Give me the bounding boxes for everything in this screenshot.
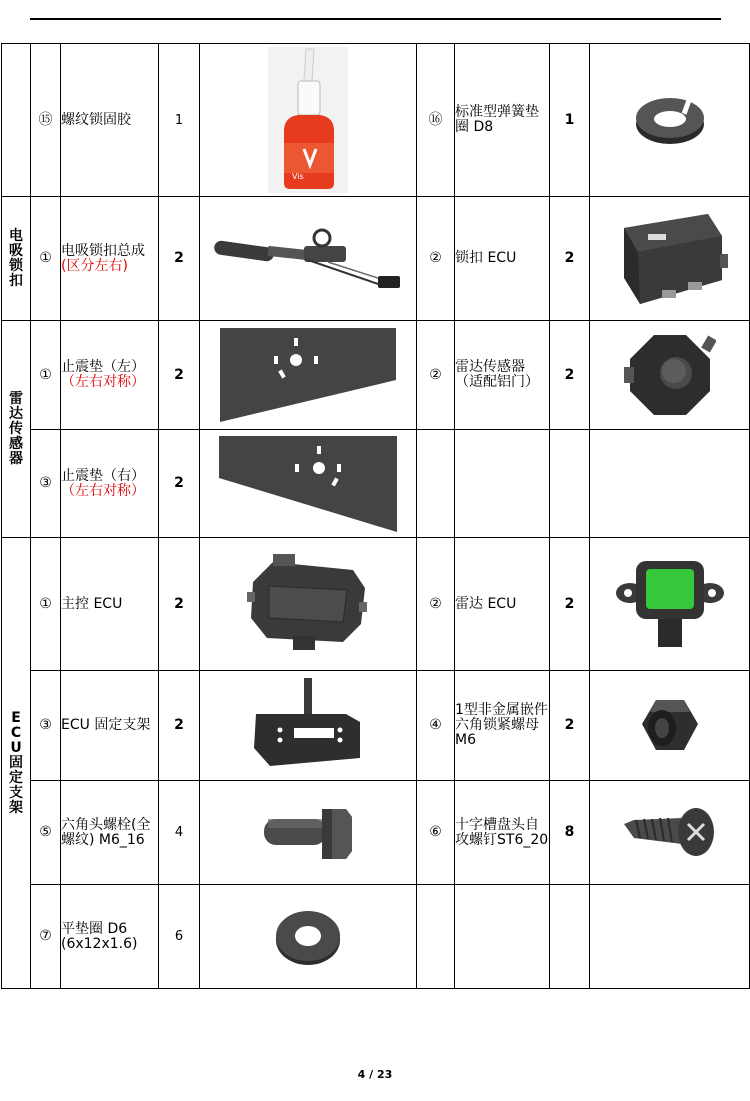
item-name: 电吸锁扣总成(区分左右) [61, 197, 159, 321]
table-row [2, 671, 750, 781]
main-ecu-icon [243, 552, 373, 656]
item-image [200, 44, 417, 197]
table-row [2, 197, 750, 321]
empty-cell [455, 885, 550, 989]
item-qty: 2 [159, 671, 200, 781]
parts-table [1, 43, 750, 989]
item-name: 六角头螺栓(全螺纹) M6_16 [61, 781, 159, 885]
empty-cell [550, 430, 590, 538]
radar-sensor-icon [624, 329, 716, 421]
item-number: ④ [417, 671, 455, 781]
item-name: 平垫圈 D6 (6x12x1.6) [61, 885, 159, 989]
item-name: 主控 ECU [61, 538, 159, 671]
item-image [590, 44, 750, 197]
group-label-ecu: E C U 固 定 支 架 [2, 538, 31, 989]
table-row [2, 538, 750, 671]
item-qty: 2 [550, 671, 590, 781]
item-image [590, 197, 750, 321]
group-label-radar: 雷 达 传 感 器 [2, 321, 31, 538]
item-qty: 6 [159, 885, 200, 989]
item-qty: 2 [550, 197, 590, 321]
item-number: ⑥ [417, 781, 455, 885]
item-qty: 2 [159, 321, 200, 430]
item-qty: 4 [159, 781, 200, 885]
page-number: 4 / 23 [357, 1068, 393, 1081]
empty-cell [455, 430, 550, 538]
item-qty: 1 [159, 44, 200, 197]
empty-cell [590, 885, 750, 989]
item-image [200, 781, 417, 885]
item-number: ⑤ [31, 781, 61, 885]
item-number: ① [31, 197, 61, 321]
item-name: 雷达 ECU [455, 538, 550, 671]
item-number: ⑯ [417, 44, 455, 197]
item-qty: 2 [159, 430, 200, 538]
electric-lock-assembly-icon [208, 224, 408, 294]
ecu-bracket-icon [250, 678, 366, 774]
lock-ecu-icon [610, 210, 730, 308]
item-image [200, 430, 417, 538]
item-qty: 2 [550, 538, 590, 671]
item-image [590, 321, 750, 430]
item-image [200, 538, 417, 671]
lock-nut-icon [640, 694, 700, 758]
table-row [2, 781, 750, 885]
spring-washer-icon [632, 92, 708, 148]
threadlocker-bottle-icon [268, 47, 348, 193]
flat-washer-icon [273, 907, 343, 967]
item-image [200, 197, 417, 321]
item-number: ② [417, 538, 455, 671]
item-number: ① [31, 538, 61, 671]
svg-text:Vis: Vis [292, 172, 304, 181]
item-image [200, 885, 417, 989]
item-image [200, 671, 417, 781]
item-number: ② [417, 197, 455, 321]
item-name: 止震垫（右）（左右对称） [61, 430, 159, 538]
group-label-lock: 电 吸 锁 扣 [2, 197, 31, 321]
hex-bolt-icon [262, 805, 354, 861]
item-number: ③ [31, 430, 61, 538]
item-image [590, 781, 750, 885]
item-number: ② [417, 321, 455, 430]
tapping-screw-icon [622, 804, 718, 862]
empty-cell [550, 885, 590, 989]
item-qty: 2 [159, 197, 200, 321]
item-name: 标准型弹簧垫圈 D8 [455, 44, 550, 197]
table-row [2, 430, 750, 538]
item-number: ③ [31, 671, 61, 781]
item-name: 螺纹锁固胶 [61, 44, 159, 197]
item-number: ① [31, 321, 61, 430]
item-image [200, 321, 417, 430]
item-name: 1型非金属嵌件六角锁紧螺母 M6 [455, 671, 550, 781]
item-qty: 1 [550, 44, 590, 197]
item-name: 止震垫（左）（左右对称） [61, 321, 159, 430]
damping-pad-left-icon [218, 326, 398, 424]
group-cell-empty [2, 44, 31, 197]
item-image [590, 671, 750, 781]
item-name: 雷达传感器（适配铝门） [455, 321, 550, 430]
item-name: ECU 固定支架 [61, 671, 159, 781]
empty-cell [417, 885, 455, 989]
item-qty: 2 [550, 321, 590, 430]
item-number: ⑮ [31, 44, 61, 197]
table-row [2, 321, 750, 430]
damping-pad-right-icon [217, 434, 399, 534]
radar-ecu-icon [614, 557, 726, 651]
item-name: 十字槽盘头自攻螺钉ST6_20 [455, 781, 550, 885]
item-name: 锁扣 ECU [455, 197, 550, 321]
item-number: ⑦ [31, 885, 61, 989]
empty-cell [590, 430, 750, 538]
empty-cell [417, 430, 455, 538]
item-image [590, 538, 750, 671]
header-rule [30, 18, 721, 20]
table-row [2, 44, 750, 197]
table-row [2, 885, 750, 989]
item-qty: 8 [550, 781, 590, 885]
item-qty: 2 [159, 538, 200, 671]
